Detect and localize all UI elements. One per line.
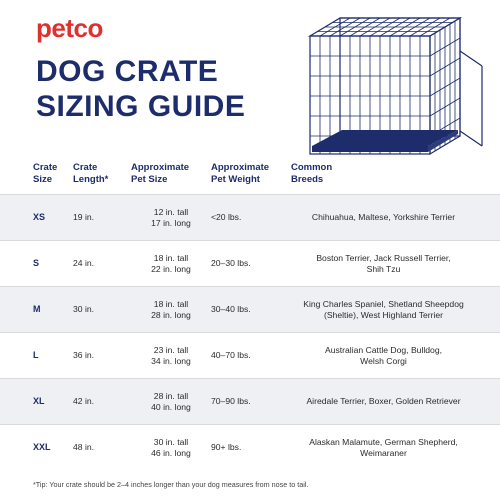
header-text: Crate	[73, 162, 98, 173]
cell-pet-size	[131, 287, 211, 332]
table-row	[0, 194, 500, 240]
cell-size: XL	[33, 396, 45, 406]
cell-text: Alaskan Malamute, German Shepherd,	[309, 436, 458, 447]
header-pet-size	[131, 162, 211, 186]
cell-breeds	[291, 425, 476, 470]
cell-size: XXL	[33, 442, 51, 452]
cell-breeds	[291, 333, 476, 378]
cell-text: Welsh Corgi	[360, 355, 407, 366]
cell-weight: <20 lbs.	[211, 212, 242, 222]
cell-size: M	[33, 304, 41, 314]
title-line-1: DOG CRATE	[36, 55, 219, 88]
cell-text: 28 in. tall	[153, 390, 189, 401]
cell-pet-size	[131, 241, 211, 286]
cell-text: Airedale Terrier, Boxer, Golden Retriever	[306, 396, 461, 406]
header-crate-length	[73, 162, 131, 186]
cell-text: 34 in. long	[151, 355, 191, 366]
cell-text: Weimaraner	[360, 447, 407, 458]
sizing-table	[0, 194, 500, 470]
cell-weight: 70–90 lbs.	[211, 396, 251, 406]
title-line-2: SIZING GUIDE	[36, 90, 246, 123]
cell-text: 28 in. long	[151, 309, 191, 320]
cell-text: 22 in. long	[151, 263, 191, 274]
table-row	[0, 240, 500, 286]
table-row	[0, 378, 500, 424]
cell-size: XS	[33, 212, 46, 222]
cell-length: 42 in.	[73, 396, 95, 406]
table-row	[0, 424, 500, 470]
cell-length: 30 in.	[73, 304, 95, 314]
header-crate-size	[33, 162, 73, 186]
cell-text: 46 in. long	[151, 447, 191, 458]
cell-breeds	[291, 379, 476, 424]
cell-text: 23 in. tall	[153, 344, 189, 355]
cell-text: 18 in. tall	[153, 252, 189, 263]
header-text: Crate	[33, 162, 58, 173]
cell-length: 36 in.	[73, 350, 95, 360]
cell-text: 30 in. tall	[153, 436, 189, 447]
cell-text: King Charles Spaniel, Shetland Sheepdog	[303, 298, 464, 309]
cell-size: L	[33, 350, 39, 360]
cell-length: 19 in.	[73, 212, 95, 222]
cell-weight: 40–70 lbs.	[211, 350, 251, 360]
petco-logo: petco	[36, 13, 103, 43]
cell-text: 18 in. tall	[153, 298, 189, 309]
cell-breeds	[291, 195, 476, 240]
cell-length: 48 in.	[73, 442, 95, 452]
header-text: Size	[33, 174, 53, 185]
table-row	[0, 286, 500, 332]
table-row	[0, 332, 500, 378]
cell-weight: 30–40 lbs.	[211, 304, 251, 314]
cell-pet-size	[131, 195, 211, 240]
cell-pet-size	[131, 333, 211, 378]
header-text: Pet Size	[131, 174, 168, 185]
cell-text: 17 in. long	[151, 217, 191, 228]
cell-pet-size	[131, 379, 211, 424]
cell-breeds	[291, 287, 476, 332]
cell-text: 40 in. long	[151, 401, 191, 412]
header-text: Approximate	[211, 162, 270, 173]
table-header	[0, 162, 500, 194]
cell-text: Boston Terrier, Jack Russell Terrier,	[316, 252, 451, 263]
cell-pet-size	[131, 425, 211, 470]
header-breeds	[291, 162, 476, 186]
cell-size: S	[33, 258, 40, 268]
header-pet-weight	[211, 162, 291, 186]
cell-text: Chihuahua, Maltese, Yorkshire Terrier	[311, 212, 456, 222]
dog-crate-illustration	[300, 6, 490, 166]
cell-weight: 90+ lbs.	[211, 442, 242, 452]
header-text: Length*	[73, 174, 109, 185]
header-text: Pet Weight	[211, 174, 260, 185]
footnote-tip: *Tip: Your crate should be 2–4 inches longer than your dog measures from nose to tail.	[33, 480, 309, 489]
cell-weight: 20–30 lbs.	[211, 258, 251, 268]
header-text: Breeds	[291, 174, 324, 185]
page-title	[36, 54, 245, 124]
cell-text: 12 in. tall	[153, 206, 189, 217]
cell-text: (Sheltie), West Highland Terrier	[323, 309, 444, 320]
header-text: Approximate	[131, 162, 190, 173]
cell-text: Shih Tzu	[366, 263, 401, 274]
header-text: Common	[291, 162, 333, 173]
cell-text: Australian Cattle Dog, Bulldog,	[324, 344, 443, 355]
cell-breeds	[291, 241, 476, 286]
cell-length: 24 in.	[73, 258, 95, 268]
